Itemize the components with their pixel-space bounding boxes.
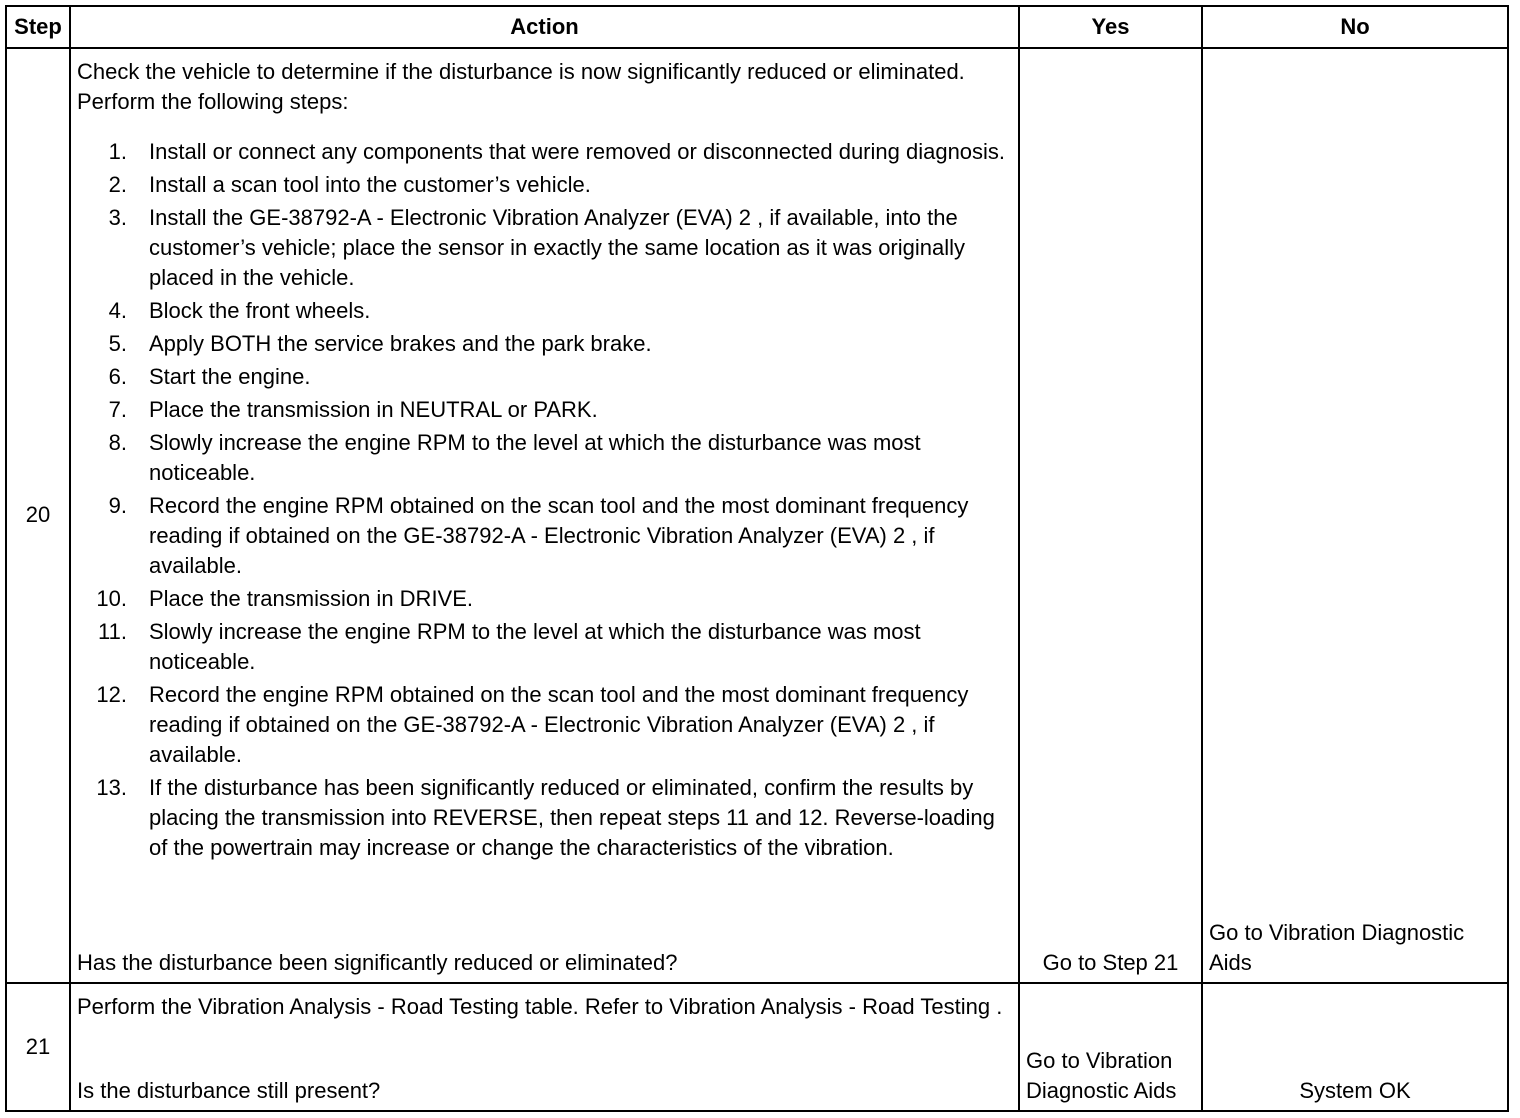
procedure-steps: [77, 137, 1010, 866]
procedure-step: 8. Slowly increase the engine RPM to the level at which the disturbance was most noticeable.: [108, 430, 921, 485]
procedure-step: 5. Apply BOTH the service brakes and the park brake.: [108, 331, 652, 356]
header-step: Step: [6, 6, 70, 48]
table-row-step-20: [6, 48, 1508, 983]
action-intro: Check the vehicle to determine if the disturbance is now significantly reduced or eliminated. Perform the following steps:: [77, 59, 965, 114]
step-number: 20: [6, 48, 70, 983]
no-cell: System OK: [1202, 983, 1508, 1111]
table-row-step-21: [6, 983, 1508, 1111]
action-cell: [70, 48, 1019, 983]
procedure-step: 13. If the disturbance has been significantly reduced or eliminated, confirm the results by placing the transmission into REVERSE, then repeat steps 11 and 12. Reverse-loading of the powertrain may increase or change the characteristics of the vibration.: [96, 775, 995, 860]
header-yes: Yes: [1019, 6, 1202, 48]
yes-cell: Go to Vibration Diagnostic Aids: [1019, 983, 1202, 1111]
action-question: Is the disturbance still present?: [77, 1078, 381, 1103]
procedure-step: 1. Install or connect any components that were removed or disconnected during diagnosis.: [108, 139, 1006, 164]
procedure-step: 3. Install the GE-38792-A - Electronic Vibration Analyzer (EVA) 2 , if available, into the customer’s vehicle; place the sensor in exactly the same location as it was originally placed in the vehicle.: [108, 205, 966, 290]
procedure-step: 7. Place the transmission in NEUTRAL or PARK.: [108, 397, 598, 422]
step-number: 21: [6, 983, 70, 1111]
action-question: Has the disturbance been significantly reduced or eliminated?: [77, 949, 678, 975]
action-intro: Perform the Vibration Analysis - Road Testing table. Refer to Vibration Analysis - Road Testing .: [77, 993, 1003, 1019]
diagnostic-table: [5, 5, 1509, 1112]
procedure-step: 6. Start the engine.: [108, 364, 311, 389]
header-action: Action: [70, 6, 1019, 48]
procedure-step: 9. Record the engine RPM obtained on the scan tool and the most dominant frequency reading if obtained on the GE-38792-A - Electronic Vibration Analyzer (EVA) 2 , if available.: [108, 493, 969, 578]
procedure-step: 10. Place the transmission in DRIVE.: [96, 586, 474, 611]
header-no: No: [1202, 6, 1508, 48]
procedure-step: 12. Record the engine RPM obtained on the scan tool and the most dominant frequency reading if obtained on the GE-38792-A - Electronic Vibration Analyzer (EVA) 2 , if available.: [96, 682, 969, 767]
procedure-step: 2. Install a scan tool into the customer’s vehicle.: [108, 172, 591, 197]
procedure-step: 4. Block the front wheels.: [108, 298, 371, 323]
no-cell: Go to Vibration Diagnostic Aids: [1202, 48, 1508, 983]
action-cell: [70, 983, 1019, 1111]
header-row: [6, 6, 1508, 48]
yes-cell: Go to Step 21: [1019, 48, 1202, 983]
procedure-step: 11. Slowly increase the engine RPM to the level at which the disturbance was most noticeable.: [98, 619, 921, 674]
